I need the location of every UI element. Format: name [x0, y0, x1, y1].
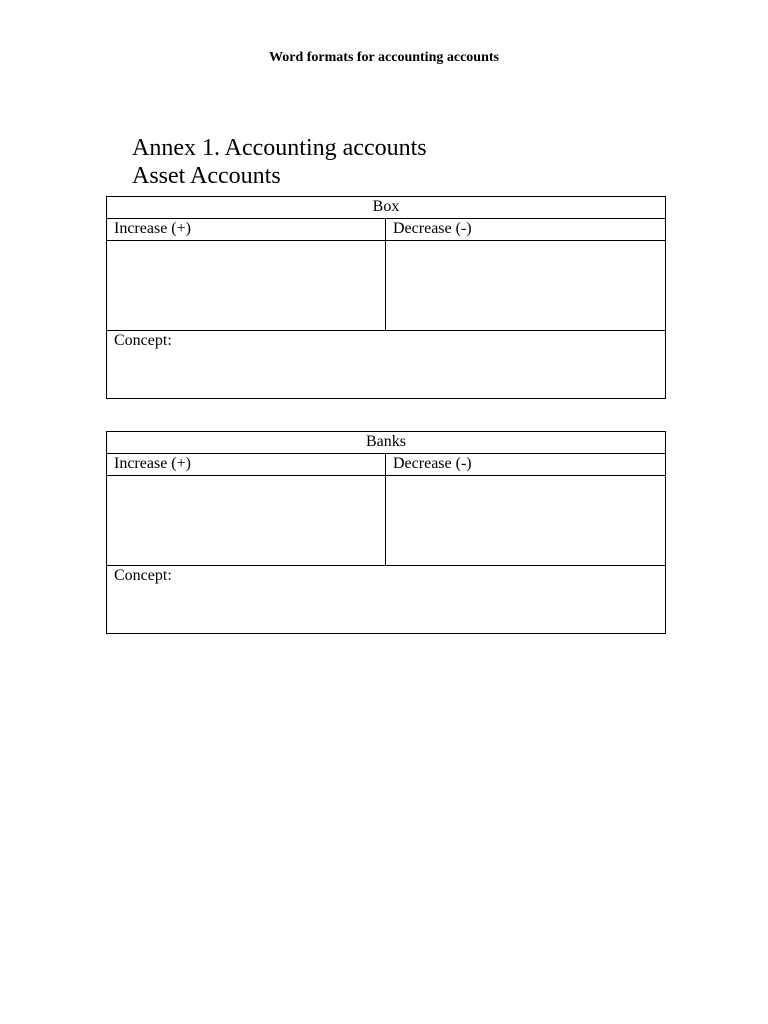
- increase-header: Increase (+): [107, 454, 386, 476]
- increase-entry-cell[interactable]: [107, 241, 386, 331]
- decrease-entry-cell[interactable]: [386, 241, 666, 331]
- account-name: Box: [107, 197, 666, 219]
- concept-cell[interactable]: [107, 331, 666, 399]
- account-table-box: [106, 196, 666, 399]
- decrease-entry-cell[interactable]: [386, 476, 666, 566]
- account-name: Banks: [107, 432, 666, 454]
- increase-entry-cell[interactable]: [107, 476, 386, 566]
- decrease-header: Decrease (-): [386, 454, 666, 476]
- account-table-banks: [106, 431, 666, 634]
- concept-cell[interactable]: [107, 566, 666, 634]
- concept-label: Concept:: [114, 332, 172, 349]
- increase-header: Increase (+): [107, 219, 386, 241]
- page-header: Word formats for accounting accounts: [269, 50, 499, 65]
- decrease-header: Decrease (-): [386, 219, 666, 241]
- concept-label: Concept:: [114, 567, 172, 584]
- section-title: Asset Accounts: [132, 163, 281, 189]
- annex-title: Annex 1. Accounting accounts: [132, 135, 427, 161]
